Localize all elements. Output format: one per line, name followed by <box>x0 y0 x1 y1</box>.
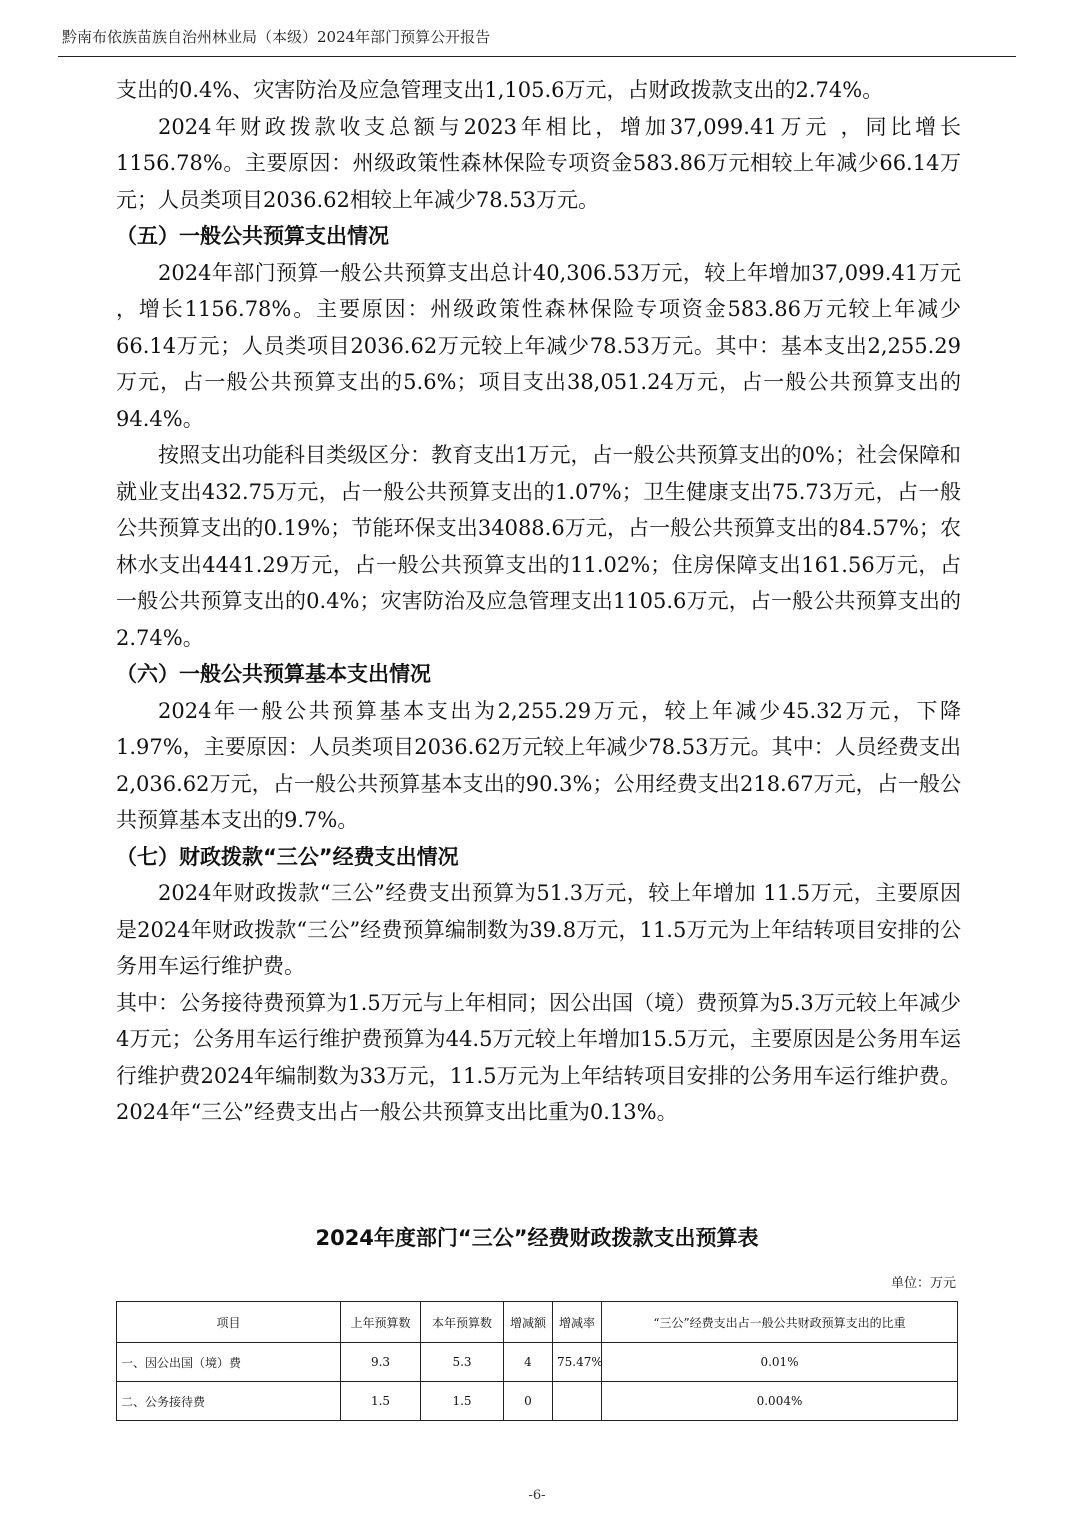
document-body <box>116 72 961 1131</box>
header-divider <box>58 56 1016 57</box>
document-header: 黔南布依族苗族自治州林业局（本级）2024年部门预算公开报告 <box>62 28 491 46</box>
table-header-row <box>117 1302 958 1343</box>
cell-this-year: 5.3 <box>421 1343 504 1382</box>
column-header-change: 增减额 <box>504 1302 553 1343</box>
cell-item: 一、因公出国（境）费 <box>117 1343 341 1382</box>
section-5-paragraph-1: 2024年部门预算一般公共预算支出总计40,306.53万元，较上年增加37,099.41万元 ，增长1156.78%。主要原因：州级政策性森林保险专项资金583.86万元较上年减少66.14万元；人员类项目2036.62万元较上年减少78.53万元。其中：基本支出2,255.29万元，占一般公共预算支出的5.6%；项目支出38,051.24万元，占一般公共预算支出的94.4%。 <box>116 260 961 431</box>
cell-change-rate <box>553 1382 602 1421</box>
table-unit: 单位：万元 <box>890 1276 956 1291</box>
paragraph-total-compare: 2024年财政拨款收支总额与2023年相比，增加37,099.41万元 ，同比增长1156.78%。主要原因：州级政策性森林保险专项资金583.86万元相较上年减少66.14万元；人员类项目2036.62相较上年减少78.53万元。 <box>116 114 961 212</box>
section-5-paragraph-2: 按照支出功能科目类级区分：教育支出1万元，占一般公共预算支出的0%；社会保障和就业支出432.75万元，占一般公共预算支出的1.07%；卫生健康支出75.73万元，占一般公共预算支出的0.19%；节能环保支出34088.6万元，占一般公共预算支出的84.57%；农林水支出4441.29万元，占一般公共预算支出的11.02%；住房保障支出161.56万元，占一般公共预算支出的0.4%；灾害防治及应急管理支出1105.6万元，占一般公共预算支出的2.74%。 <box>116 443 961 650</box>
cell-item: 二、公务接待费 <box>117 1382 341 1421</box>
section-6-paragraph-1: 2024年一般公共预算基本支出为2,255.29万元，较上年减少45.32万元，下降1.97%，主要原因：人员类项目2036.62万元较上年减少78.53万元。其中：人员经费支出2,036.62万元，占一般公共预算基本支出的90.3%；公用经费支出218.67万元，占一般公共预算基本支出的9.7%。 <box>116 698 961 832</box>
page-number: -6- <box>528 1488 546 1503</box>
cell-proportion: 0.004% <box>602 1382 958 1421</box>
cell-change: 0 <box>504 1382 553 1421</box>
table-row <box>117 1382 958 1421</box>
section-5-title: （五）一般公共预算支出情况 <box>116 224 389 248</box>
section-6-title: （六）一般公共预算基本支出情况 <box>116 662 431 686</box>
cell-change: 4 <box>504 1343 553 1382</box>
column-header-change-rate: 增减率 <box>553 1302 602 1343</box>
column-header-last-year: 上年预算数 <box>341 1302 421 1343</box>
three-public-expense-table <box>116 1301 958 1421</box>
column-header-proportion: “三公”经费支出占一般公共财政预算支出的比重 <box>602 1302 958 1343</box>
section-7-title: （七）财政拨款“三公”经费支出情况 <box>116 844 459 869</box>
paragraph-continuation: 支出的0.4%、灾害防治及应急管理支出1,105.6万元，占财政拨款支出的2.74%。 <box>116 78 884 102</box>
cell-last-year: 9.3 <box>341 1343 421 1382</box>
table-title: 2024年度部门“三公”经费财政拨款支出预算表 <box>315 1226 759 1250</box>
cell-this-year: 1.5 <box>421 1382 504 1421</box>
cell-last-year: 1.5 <box>341 1382 421 1421</box>
section-7-paragraph-1: 2024年财政拨款“三公”经费支出预算为51.3万元，较上年增加 11.5万元，主要原因是2024年财政拨款“三公”经费预算编制数为39.8万元，11.5万元为上年结转项目安排的公务用车运行维护费。 <box>116 881 961 978</box>
cell-change-rate: 75.47% <box>553 1343 602 1382</box>
section-7-paragraph-2: 其中：公务接待费预算为1.5万元与上年相同；因公出国（境）费预算为5.3万元较上年减少4万元；公务用车运行维护费预算为44.5万元较上年增加15.5万元，主要原因是公务用车运行维护费2024年编制数为33万元，11.5万元为上年结转项目安排的公务用车运行维护费。2024年“三公”经费支出占一般公共预算支出比重为0.13%。 <box>116 990 961 1124</box>
column-header-item: 项目 <box>117 1302 341 1343</box>
table-row <box>117 1343 958 1382</box>
cell-proportion: 0.01% <box>602 1343 958 1382</box>
column-header-this-year: 本年预算数 <box>421 1302 504 1343</box>
